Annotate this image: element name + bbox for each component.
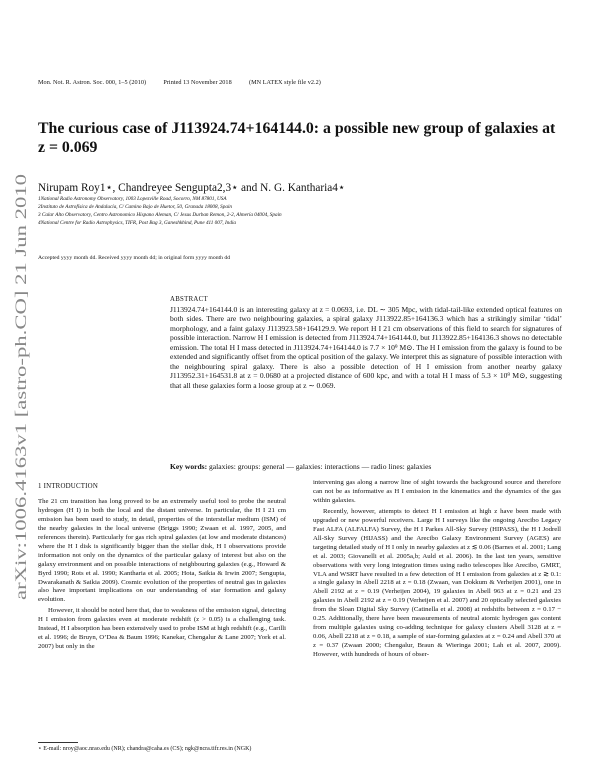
paper-title: The curious case of J113924.74+164144.0: a possible new group of galaxies at z = 0.069 [38, 120, 556, 156]
keywords-label: Key words: [170, 462, 208, 471]
paragraph: However, it should be noted here that, due to weakness of the emission signal, detecting H I emission from galaxies even at moderate redshift (z > 0.05) is a challenging task. Instead, H I absorption has been extensively used to probe ISM at high redshift (e.g., Carilli et al. 1996; de Bruyn, O’Dea & Baum 1996; Kanekar, Chengalur & Lane 2007; York et al. 2007) but only in the [38, 607, 287, 651]
accepted-line: Accepted yyyy month dd. Received yyyy month dd; in original form yyyy month dd [38, 255, 231, 261]
running-header [38, 79, 321, 86]
affiliation-4: 4National Centre for Radio Astrophysics, TIFR, Post Bag 3, Ganeshkhind, Pune 411 007, India [38, 220, 236, 227]
section-heading: 1 INTRODUCTION [38, 483, 99, 490]
paragraph: The 21 cm transition has long proved to be an extremely useful tool to probe the neutral hydrogen (H I) in both the local and the distant universe. In particular, the H I 21 cm emission has been used to study, in detail, properties of the interstellar medium (ISM) of the nearby galaxies in the local universe (Briggs 1990; Zwaan et al. 1997, 2005, and references therein). Particularly for gas rich spiral galaxies (at low and moderate distances) where the H I disk is significantly bigger than the stellar disk, H I observations provide information not only on the dynamics of the particular galaxy of interest but also on the galaxy environment and on possible interactions of neighbouring galaxies (e.g., Howard & Byrd 1990; Rots et al. 1990; Kantharia et al. 2005; Hota, Saikia & Irwin 2007; Sengupta, Dwarakanath & Saikia 2009). Cosmic evolution of the properties of neutral gas in galaxies also have important implications on our understanding of star formation and galaxy evolution. [38, 497, 286, 604]
affiliations [38, 195, 282, 227]
printed-date: Printed 13 November 2018 [163, 79, 232, 86]
arxiv-stamp-text: arXiv:1006.4163v1 [astro-ph.CO] 21 Jun 2010 [13, 308, 30, 600]
abstract-heading: ABSTRACT [170, 296, 208, 303]
arxiv-stamp [10, 172, 30, 602]
paragraph: intervening gas along a narrow line of sight towards the background source and therefore can not be as informative as H I emission in the kinematics and the dynamics of the gas within galaxies. [313, 479, 561, 504]
affiliation-3: 3 Calar Alto Observatory, Centro Astronomico Hispano Aleman, C/ Jesus Durban Remon, 2-2, Almería 04004, Spain [38, 212, 282, 219]
paragraph: Recently, however, attempts to detect H I emission at high z have been made with upgraded or new powerful receivers. Large H I surveys like the ongoing Arecibo Legacy Fast ALFA (ALFALFA) Survey, the H I Parkes All-Sky Survey (HIPASS), the H I Jodrell All-Sky Survey (HIJASS) and the Arecibo Galaxy Environment Survey (AGES) are targeting detailed study of H I only in nearby galaxies at z ≲ 0.06 (Barnes et al. 2001; Lang et al. 2003; Giovanelli et al. 2005a,b; Auld et al. 2006). In the last ten years, sensitive observations with very long integration times using radio telescopes like Arecibo, GMRT, VLA and WSRT have resulted in a few detection of H I emission from galaxies at z ≳ 0.1: a single galaxy in Abell 2218 at z = 0.18 (Zwaan, van Dokkum & Verheijen 2001), one in Abell 2192 at z = 0.19 (Verheijen 2004), 19 galaxies in Abell 963 at z = 0.21 and 23 galaxies in Abell 2192 at z = 0.19 (Verheijen et al. 2007) and 20 optically selected galaxies from the Sloan Digital Sky Survey (Catinella et al. 2008) at redshifts between z = 0.17 − 0.25. Additionally, there have been measurements of neutral atomic hydrogen gas content from multiple galaxies using co-adding technique for galaxy clusters Abell 3128 at z = 0.06, Abell 2218 at z = 0.18, a sample of star-forming galaxies at z = 0.24 and Abell 370 at z = 0.37 (Zwaan 2000; Chengalur, Braun & Wieringa 2001; Lah et al. 2007, 2009). However, with hundreds of hours of obser- [313, 507, 561, 659]
style-file: (MN LATEX style file v2.2) [248, 79, 321, 86]
footnote-email: ⋆ E-mail: nroy@aoc.nrao.edu (NR); chandra@caha.es (CS); ngk@ncra.tifr.res.in (NGK) [38, 746, 252, 752]
author-list: Nirupam Roy1⋆, Chandreyee Sengupta2,3⋆ and N. G. Kantharia4⋆ [38, 182, 346, 194]
journal-citation: Mon. Not. R. Astron. Soc. 000, 1–5 (2010) [38, 79, 147, 86]
keywords-text: galaxies: groups: general — galaxies: interactions — radio lines: galaxies [209, 462, 432, 471]
affiliation-2: 2Instituto de Astrofísica de Andalucía, C/ Camino Bajo de Huetor, 50, Granada 18008, Spain [38, 204, 232, 211]
right-column [313, 479, 561, 662]
abstract [170, 295, 562, 390]
keywords [170, 462, 562, 471]
affiliation-1: 1National Radio Astronomy Observatory, 1003 Lopezville Road, Socorro, NM 87801, USA [38, 196, 227, 202]
footnote-divider [38, 742, 78, 743]
abstract-text: J113924.74+164144.0 is an interesting galaxy at z = 0.0693, i.e. DL ∼ 305 Mpc, with tidal-tail-like extended optical features on both sides. There are two neighbouring galaxies, a spiral galaxy J113922.85+164136.3 which has a strikingly similar ‘tidal’ morphology, and a faint galaxy J113923.58+164129.9. We report H I 21 cm observations of this field to search for signatures of possible interaction. Narrow H I emission is detected from J113924.74+164144.0, but J113922.85+164136.3 shows no detectable emission. The total H I mass detected in J113924.74+164144.0 is 7.7 × 10⁹ M⊙. The H I emission from the galaxy is found to be extended and significantly offset from the optical position of the galaxy. We interpret this as signature of possible interaction with the neighbouring spiral galaxy. There is also a possible detection of H I emission from another nearby galaxy J113952.31+164531.8 at z = 0.0680 at a projected distance of 600 kpc, and with a total H I mass of 5.3 × 10⁹ M⊙, suggesting that all these galaxies form a loose group at z ∼ 0.069. [170, 304, 562, 390]
left-column [38, 479, 286, 654]
